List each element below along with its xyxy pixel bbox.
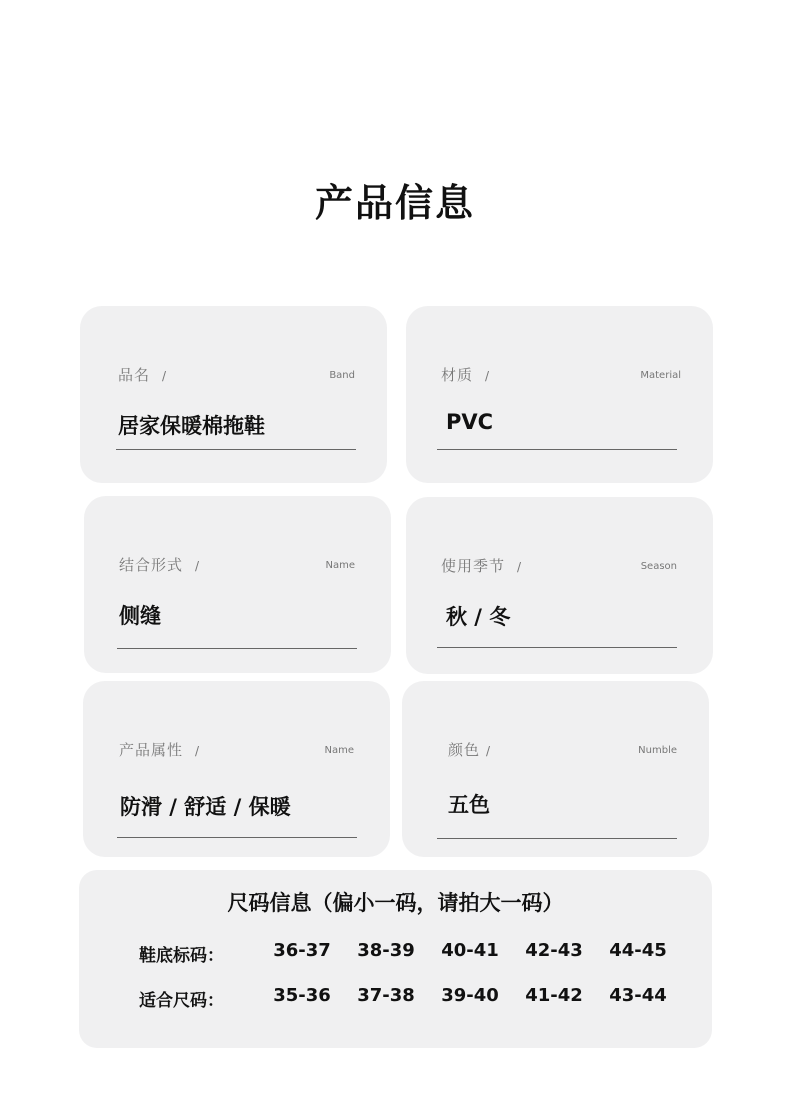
- card-value: 秋 / 冬: [446, 605, 511, 629]
- card-english-label: Numble: [638, 745, 677, 756]
- card-english-label: Name: [324, 745, 354, 756]
- card-value: 五色: [448, 793, 490, 817]
- underline: [116, 449, 356, 450]
- size-cell: 37-38: [357, 985, 415, 1006]
- card-label: 颜色 /: [448, 741, 492, 759]
- card-label: 产品属性 /: [119, 741, 201, 759]
- size-row-label: 适合尺码：: [139, 991, 224, 1011]
- card-value: PVC: [446, 410, 494, 434]
- size-cell: 38-39: [357, 940, 415, 961]
- size-cell: 44-45: [609, 940, 667, 961]
- size-cell: 41-42: [525, 985, 583, 1006]
- underline: [437, 647, 677, 648]
- info-card-attributes: [83, 681, 390, 857]
- page-title: 产品信息: [314, 181, 475, 225]
- card-english-label: Season: [640, 561, 677, 572]
- info-card-color: [402, 681, 709, 857]
- card-label: 材质 /: [441, 366, 491, 384]
- size-cell: 40-41: [441, 940, 499, 961]
- size-cell: 35-36: [273, 985, 331, 1006]
- info-card-name: [80, 306, 387, 483]
- card-english-label: Band: [329, 370, 355, 381]
- underline: [437, 449, 677, 450]
- underline: [117, 648, 357, 649]
- size-cell: 39-40: [441, 985, 499, 1006]
- card-label: 使用季节 /: [441, 557, 523, 575]
- size-cell: 43-44: [609, 985, 667, 1006]
- card-value: 侧缝: [119, 604, 161, 628]
- info-card-season: [406, 497, 713, 674]
- size-row-label: 鞋底标码：: [139, 946, 224, 966]
- card-value: 居家保暖棉拖鞋: [118, 414, 265, 438]
- info-card-material: [406, 306, 713, 483]
- card-value: 防滑 / 舒适 / 保暖: [120, 795, 291, 819]
- card-label: 品名 /: [118, 366, 168, 384]
- size-info-title: 尺码信息（偏小一码，请拍大一码）: [227, 891, 564, 915]
- card-label: 结合形式 /: [119, 556, 201, 574]
- size-cell: 36-37: [273, 940, 331, 961]
- size-cell: 42-43: [525, 940, 583, 961]
- size-info-card: [79, 870, 712, 1048]
- underline: [117, 837, 357, 838]
- card-english-label: Material: [640, 370, 681, 381]
- card-english-label: Name: [325, 560, 355, 571]
- underline: [437, 838, 677, 839]
- info-card-structure: [84, 496, 391, 673]
